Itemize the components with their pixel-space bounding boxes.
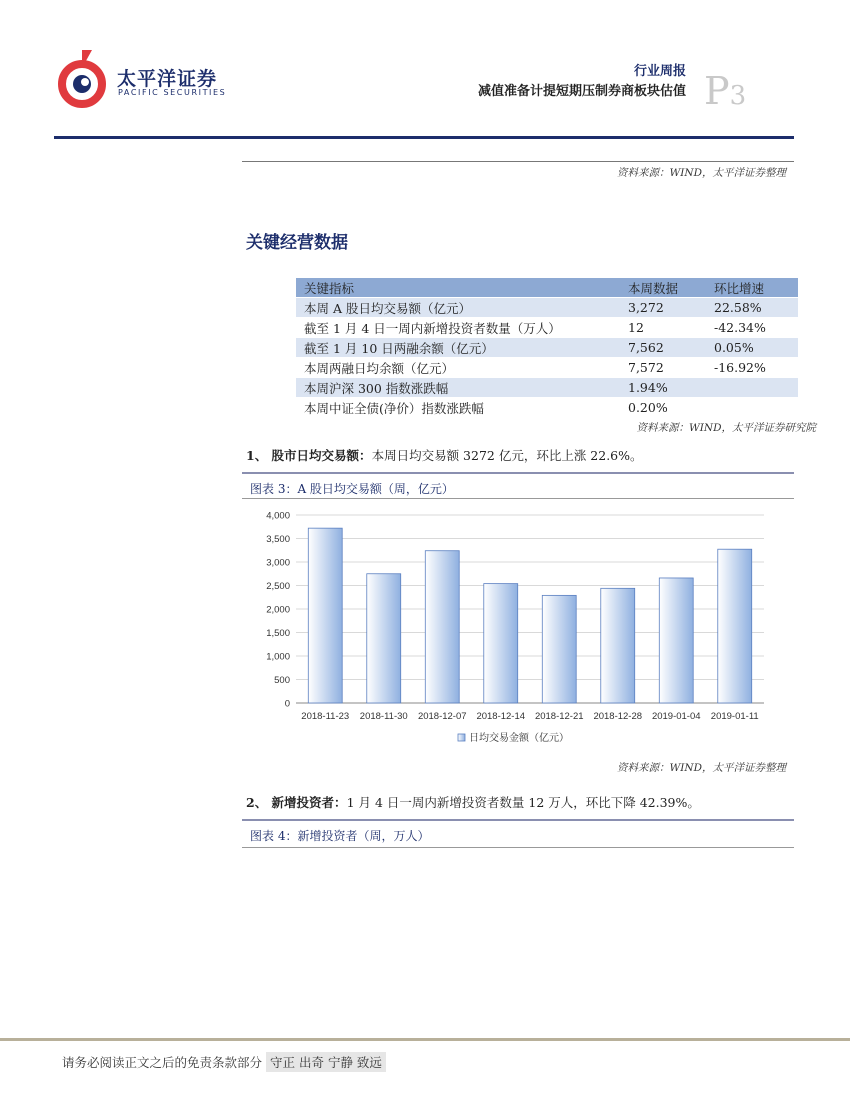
figure-divider xyxy=(242,472,794,474)
x-tick-label: 2018-11-30 xyxy=(359,711,408,722)
table-cell-change: 0.05% xyxy=(706,338,798,358)
report-title: 减值准备计提短期压制券商板块估值 xyxy=(477,84,686,99)
table-row xyxy=(296,398,798,418)
brand-name-en: PACIFIC SECURITIES xyxy=(118,88,227,97)
y-tick-label: 4,000 xyxy=(266,510,290,522)
bar xyxy=(601,588,635,703)
page-digit: 3 xyxy=(729,81,747,111)
paragraph-text: 本周日均交易额 3272 亿元，环比上涨 22.6%。 xyxy=(371,448,643,463)
paragraph-new-investors xyxy=(246,793,700,811)
bar xyxy=(659,578,693,703)
table-cell-change: 22.58% xyxy=(706,298,798,318)
table-row xyxy=(296,358,798,378)
figure-divider xyxy=(242,847,794,848)
figure-divider xyxy=(242,819,794,821)
bar xyxy=(542,595,576,703)
y-tick-label: 3,500 xyxy=(266,534,290,545)
paragraph-lead: 2、 新增投资者： xyxy=(246,795,347,810)
y-tick-label: 2,500 xyxy=(266,581,290,592)
table-header-row xyxy=(296,278,798,298)
table-cell-indicator: 本周两融日均余额（亿元） xyxy=(296,358,620,378)
bar xyxy=(367,574,401,703)
table-cell-indicator: 截至 1 月 4 日一周内新增投资者数量（万人） xyxy=(296,318,620,338)
table-cell-value: 0.20% xyxy=(620,398,706,418)
paragraph-trading-volume xyxy=(246,446,643,464)
table-cell-indicator: 本周沪深 300 指数涨跌幅 xyxy=(296,378,620,398)
source-divider xyxy=(242,161,794,162)
table-cell-change xyxy=(706,398,798,418)
y-tick-label: 1,000 xyxy=(266,651,290,663)
section-title: 关键经营数据 xyxy=(246,233,348,253)
legend-swatch xyxy=(458,734,465,741)
report-category: 行业周报 xyxy=(633,64,686,79)
table-header-cell: 本周数据 xyxy=(620,278,706,298)
page-number xyxy=(704,69,747,113)
table-cell-change xyxy=(706,378,798,398)
bar xyxy=(718,549,752,703)
bar xyxy=(425,551,459,703)
table-cell-value: 12 xyxy=(620,318,706,338)
table-cell-value: 7,562 xyxy=(620,338,706,358)
table-cell-change: -42.34% xyxy=(706,318,798,338)
source-note-top: 资料来源：WIND，太平洋证券整理 xyxy=(616,167,786,179)
figure-title: 图表 3：A 股日均交易额（周，亿元） xyxy=(250,482,454,496)
figure-divider xyxy=(242,498,794,499)
x-tick-label: 2018-12-28 xyxy=(593,711,643,722)
y-tick-label: 0 xyxy=(284,698,290,710)
x-tick-label: 2018-12-21 xyxy=(534,711,584,722)
page-letter: P xyxy=(704,69,730,113)
table-row xyxy=(296,378,798,398)
brand-logo xyxy=(58,46,110,112)
table-cell-indicator: 本周中证全债(净价）指数涨跌幅 xyxy=(296,398,620,418)
source-note-table: 资料来源：WIND，太平洋证券研究院 xyxy=(636,422,816,434)
table-header-cell: 关键指标 xyxy=(296,278,620,298)
x-tick-label: 2018-12-07 xyxy=(417,711,467,722)
paragraph-text: 1 月 4 日一周内新增投资者数量 12 万人，环比下降 42.39%。 xyxy=(346,795,700,810)
table-row xyxy=(296,298,798,318)
x-tick-label: 2019-01-11 xyxy=(710,711,759,722)
footer-motto: 守正 出奇 宁静 致远 xyxy=(266,1052,386,1072)
footer-disclaimer: 请务必阅读正文之后的免责条款部分 xyxy=(62,1055,263,1070)
legend-label: 日均交易金额（亿元） xyxy=(469,733,569,744)
table-header-cell: 环比增速 xyxy=(706,278,798,298)
table-row xyxy=(296,338,798,358)
table-cell-value: 1.94% xyxy=(620,378,706,398)
table-cell-indicator: 截至 1 月 10 日两融余额（亿元） xyxy=(296,338,620,358)
brand-name-cn: 太平洋证券 xyxy=(117,68,218,90)
figure-title: 图表 4：新增投资者（周，万人） xyxy=(250,829,430,843)
source-note-chart: 资料来源：WIND，太平洋证券整理 xyxy=(616,762,786,774)
x-tick-label: 2018-12-14 xyxy=(476,711,526,722)
table-cell-change: -16.92% xyxy=(706,358,798,378)
y-tick-label: 500 xyxy=(274,675,290,686)
paragraph-lead: 1、 股市日均交易额： xyxy=(246,448,372,463)
bar xyxy=(484,584,518,703)
logo-core-dot xyxy=(81,78,89,86)
x-tick-label: 2018-11-23 xyxy=(301,711,350,722)
table-cell-indicator: 本周 A 股日均交易额（亿元） xyxy=(296,298,620,318)
y-tick-label: 1,500 xyxy=(266,628,290,639)
footer-divider xyxy=(0,1038,850,1041)
bar-chart xyxy=(242,500,794,758)
x-tick-label: 2019-01-04 xyxy=(651,711,701,722)
kpi-table xyxy=(296,278,798,418)
y-tick-label: 2,000 xyxy=(266,604,290,616)
table-row xyxy=(296,318,798,338)
table-cell-value: 3,272 xyxy=(620,298,706,318)
header-divider xyxy=(54,136,794,139)
y-tick-label: 3,000 xyxy=(266,557,290,569)
bar xyxy=(308,528,342,703)
footer xyxy=(62,1052,386,1072)
table-cell-value: 7,572 xyxy=(620,358,706,378)
